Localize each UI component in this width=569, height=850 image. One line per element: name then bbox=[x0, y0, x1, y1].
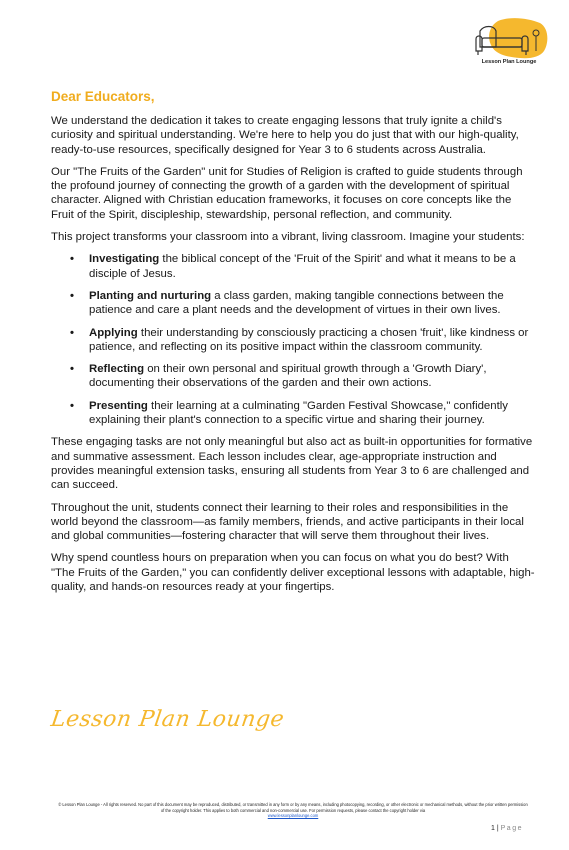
page-number bbox=[491, 825, 523, 832]
activities-list bbox=[51, 252, 535, 427]
closing-paragraph: Why spend countless hours on preparation when you can focus on what you do best? With "The Fruits of the Garden," you can confidently deliver exceptional lessons with adaptable, high-quality, and hands-on resources ready at your fingertips. bbox=[51, 552, 535, 594]
copyright-footer bbox=[58, 802, 528, 819]
page-number-value: 1 bbox=[491, 825, 495, 832]
letter-body bbox=[51, 114, 535, 602]
intro-paragraph: We understand the dedication it takes to create engaging lessons that truly ignite a child's curiosity and spiritual understanding. We're here to help you do just that with our high-quality, ready-to-use resources, specifically designed for Year 3 to 6 students across Australia. bbox=[51, 115, 519, 156]
page-separator: | bbox=[496, 825, 499, 832]
list-item: • Planting and nurturing a class garden, making tangible connections between the patience and care a plant needs and the development of virtues in their own lives. bbox=[89, 289, 535, 318]
copyright-text: © Lesson Plan Lounge - All rights reserved. No part of this document may be reproduced, distributed, or transmitted in any form or by any means, including photocopying, recording, or other electronic or mechanical methods, without the prior written permission of the copyright holder. This applies to both commercial and non-commercial use. For permission requests, please contact the copyright holder via bbox=[58, 802, 528, 813]
logo-text: Lesson Plan Lounge bbox=[481, 59, 537, 65]
page-label: Page bbox=[500, 825, 523, 832]
list-item: • Applying their understanding by consciously practicing a chosen 'fruit', like kindness or patience, and reflecting on its positive impact within the classroom community. bbox=[89, 326, 535, 355]
students-paragraph: This project transforms your classroom into a vibrant, living classroom. Imagine your students: bbox=[51, 231, 525, 244]
website-link[interactable]: www.lessonplanlounge.com bbox=[267, 813, 319, 819]
assessment-paragraph: These engaging tasks are not only meaningful but also act as built-in opportunities for formative and summative assessment. Each lesson includes clear, age-appropriate instruction and provides meaningful extension tasks, ensuring all students from Year 3 to 6 are challenged and can succeed. bbox=[51, 436, 533, 492]
list-item: • Reflecting on their own personal and spiritual growth through a 'Growth Diary', documenting their observations of the garden and their own actions. bbox=[89, 362, 535, 391]
list-item: • Presenting their learning at a culminating "Garden Festival Showcase," confidently explaining their plant's connection to a specific virtue and sharing their journey. bbox=[89, 399, 535, 428]
list-item: • Investigating the biblical concept of the 'Fruit of the Spirit' and what it means to be a disciple of Jesus. bbox=[89, 252, 535, 281]
signature: Lesson Plan Lounge bbox=[49, 707, 286, 732]
community-paragraph: Throughout the unit, students connect their learning to their roles and responsibilities in the world beyond the classroom—as family members, friends, and active participants in their local and global communities—fostering character that will serve them throughout their lives. bbox=[51, 501, 524, 543]
unit-paragraph: Our "The Fruits of the Garden" unit for Studies of Religion is crafted to guide students through the profound journey of connecting the growth of a garden with the development of spiritual character. Aligned with Christian education frameworks, it focuses on core concepts like the Fruit of the Spirit, discipleship, stewardship, personal reflection, and community. bbox=[51, 165, 523, 221]
greeting-heading: Dear Educators, bbox=[51, 89, 155, 104]
